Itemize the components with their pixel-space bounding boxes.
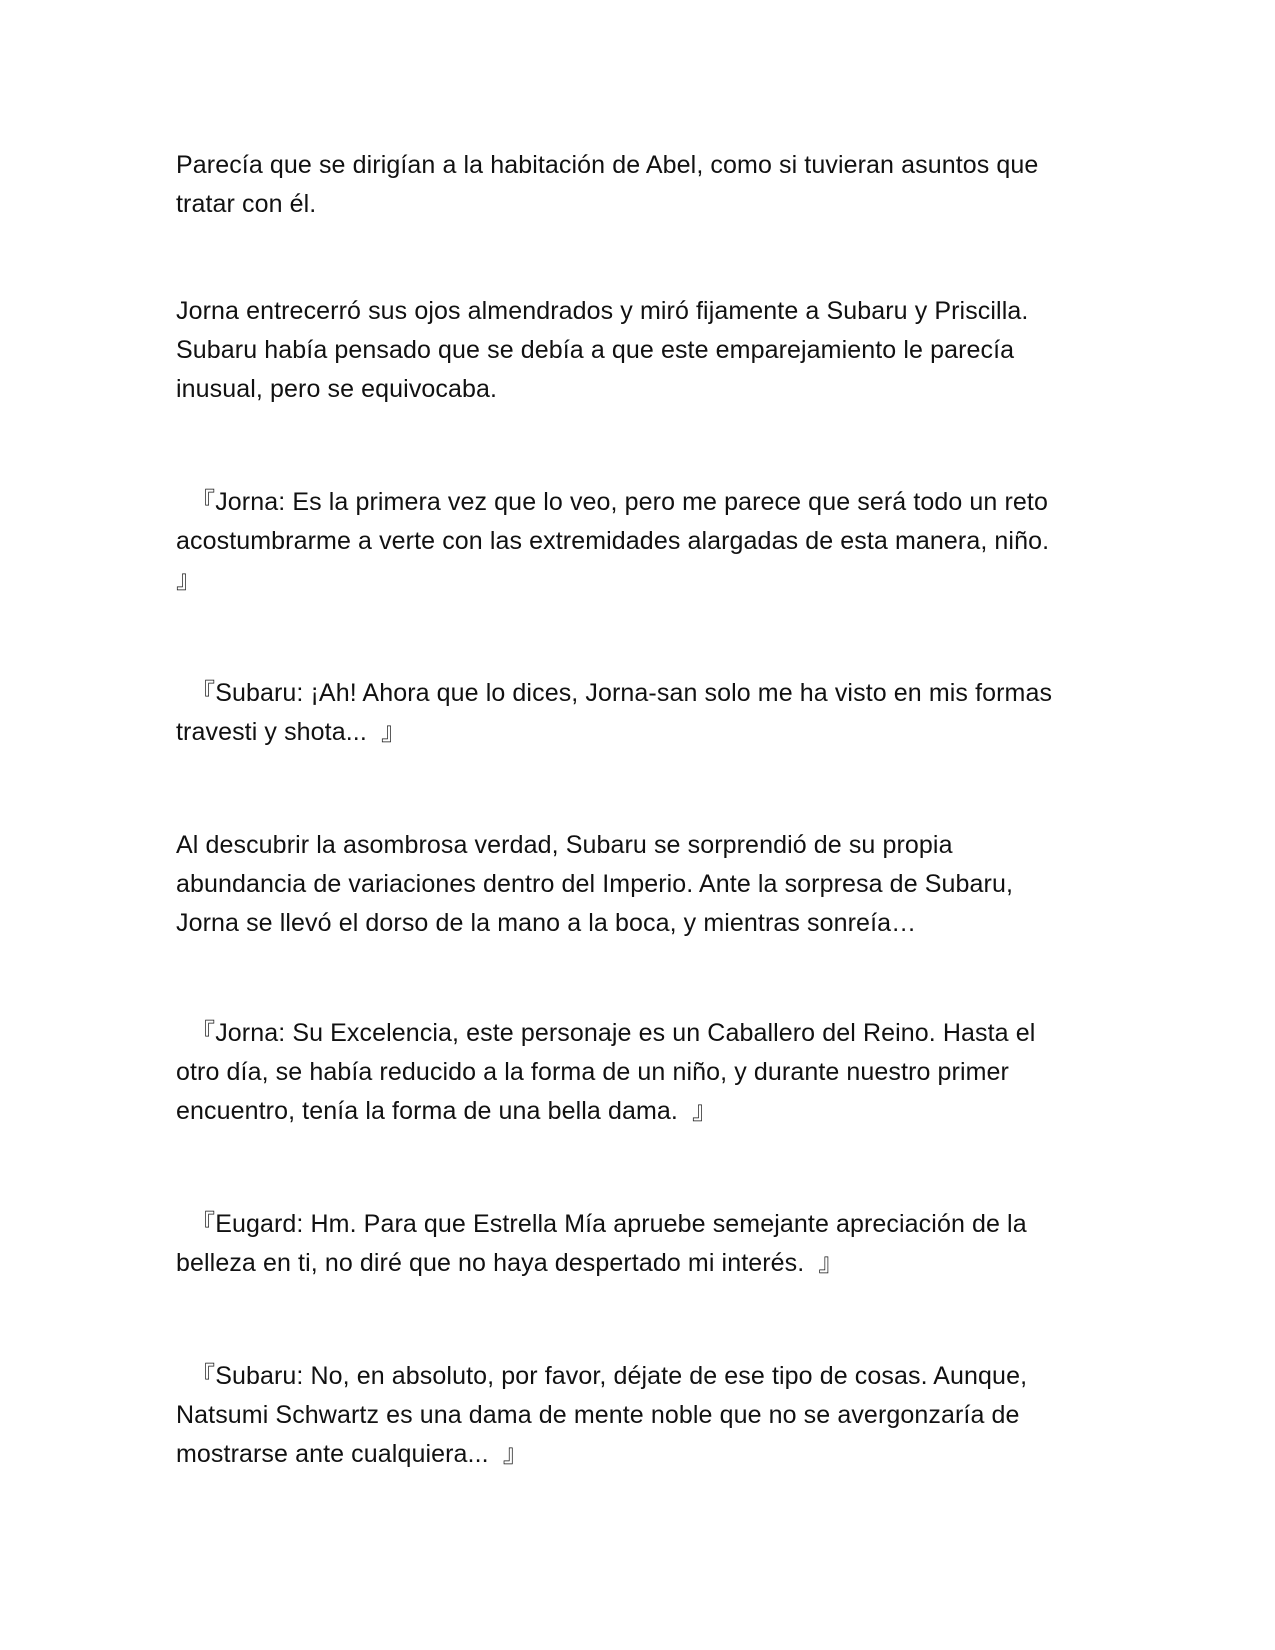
paragraph-line: acostumbrarme a verte con las extremidades alargadas de esta manera, niño. xyxy=(176,527,1050,555)
paragraph-line: 『Subaru: ¡Ah! Ahora que lo dices, Jorna-san solo me ha visto en mis formas xyxy=(176,679,1053,707)
dialogue-subaru-1 xyxy=(176,674,1106,752)
dialogue-subaru-2 xyxy=(176,1357,1106,1474)
paragraph-line: encuentro, tenía la forma de una bella dama. 』 xyxy=(176,1097,718,1125)
paragraph-line: inusual, pero se equivocaba. xyxy=(176,375,498,403)
paragraph-line: otro día, se había reducido a la forma de un niño, y durante nuestro primer xyxy=(176,1058,1009,1086)
paragraph-1 xyxy=(176,146,1106,224)
paragraph-line: 『Jorna: Es la primera vez que lo veo, pero me parece que será todo un reto xyxy=(176,488,1048,516)
dialogue-jorna-2 xyxy=(176,1014,1106,1131)
paragraph-line: abundancia de variaciones dentro del Imperio. Ante la sorpresa de Subaru, xyxy=(176,870,1013,898)
paragraph-line: 『Subaru: No, en absoluto, por favor, déjate de ese tipo de cosas. Aunque, xyxy=(176,1362,1028,1390)
paragraph-line: mostrarse ante cualquiera... 』 xyxy=(176,1440,528,1468)
paragraph-line: 『Jorna: Su Excelencia, este personaje es un Caballero del Reino. Hasta el xyxy=(176,1019,1036,1047)
paragraph-line: Subaru había pensado que se debía a que este emparejamiento le parecía xyxy=(176,336,1015,364)
paragraph-line: tratar con él. xyxy=(176,190,317,218)
dialogue-jorna-1 xyxy=(176,483,1106,600)
paragraph-line: Al descubrir la asombrosa verdad, Subaru se sorprendió de su propia xyxy=(176,831,953,859)
dialogue-eugard xyxy=(176,1205,1106,1283)
paragraph-2 xyxy=(176,292,1106,409)
paragraph-line: Jorna se llevó el dorso de la mano a la boca, y mientras sonreía… xyxy=(176,909,917,937)
paragraph-line: Parecía que se dirigían a la habitación de Abel, como si tuvieran asuntos que xyxy=(176,151,1039,179)
paragraph-line: belleza en ti, no diré que no haya despertado mi interés. 』 xyxy=(176,1249,844,1277)
paragraph-line: 『Eugard: Hm. Para que Estrella Mía apruebe semejante apreciación de la xyxy=(176,1210,1027,1238)
paragraph-narration xyxy=(176,826,1106,943)
paragraph-line: Jorna entrecerró sus ojos almendrados y miró fijamente a Subaru y Priscilla. xyxy=(176,297,1029,325)
paragraph-line: Natsumi Schwartz es una dama de mente noble que no se avergonzaría de xyxy=(176,1401,1020,1429)
paragraph-line: 』 xyxy=(176,566,202,594)
paragraph-line: travesti y shota... 』 xyxy=(176,718,407,746)
